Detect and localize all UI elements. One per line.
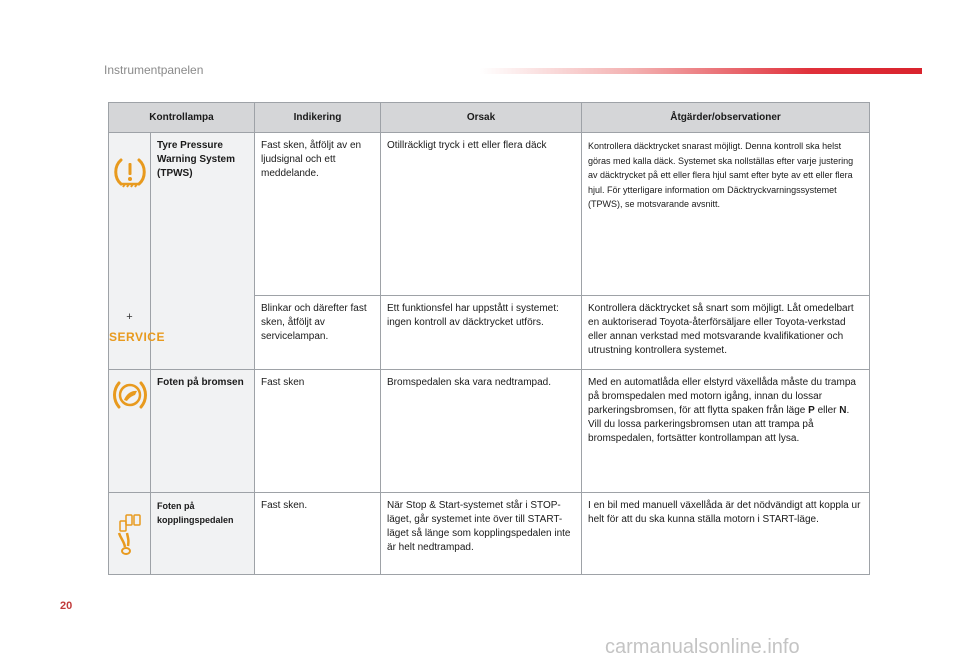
header-accent-bar	[480, 68, 922, 74]
tpws-cause-1: Otillräckligt tryck i ett eller flera däck	[381, 133, 582, 296]
gear-p-label: P	[808, 405, 815, 416]
tpws-indication-1: Fast sken, åtföljt av en ljudsignal och ett meddelande.	[255, 133, 381, 296]
tpws-action-1: Kontrollera däcktrycket snarast möjligt. Denna kontroll ska helst göras med kalla däck. Systemet ska nollställas efter varje justering av däcktrycket på ett eller flera hjul samt efter byte av ett eller flera hjul. För ytterligare information om Däcktryckvarningssystemet (TPWS), se motsvarande avsnitt.	[582, 133, 870, 296]
clutch-action: I en bil med manuell växellåda är det nödvändigt att koppla ur helt för att du ska kunna ställa motorn i START-läge.	[582, 493, 870, 575]
clutch-icon-cell	[109, 493, 151, 575]
brake-cause: Bromspedalen ska vara nedtrampad.	[381, 370, 582, 493]
warning-light-table	[108, 102, 870, 575]
foot-on-clutch-icon	[112, 513, 148, 555]
brake-action-dot: .	[846, 405, 850, 416]
brake-icon-cell	[109, 370, 151, 493]
column-header: Åtgärder/observationer	[582, 103, 870, 133]
plus-sign: +	[126, 311, 133, 323]
table-row	[109, 133, 870, 296]
brake-name: Foten på bromsen	[151, 370, 255, 493]
tpws-icon-cell	[109, 133, 165, 370]
table-header-row	[109, 103, 870, 133]
foot-on-brake-icon	[112, 380, 148, 410]
clutch-cause: När Stop & Start-systemet står i STOP-läget, går systemet inte över till START-läget så länge som kopplingspedalen inte är helt nedtrampad.	[381, 493, 582, 575]
brake-action-text-2: Vill du lossa parkeringsbromsen utan att trampa på bromspedalen, fortsätter kontrollampan att lysa.	[588, 419, 814, 444]
tpws-name: Tyre Pressure Warning System (TPWS)	[151, 133, 255, 370]
clutch-indication: Fast sken.	[255, 493, 381, 575]
clutch-name: Foten på kopplingspedalen	[151, 493, 255, 575]
table-row	[109, 370, 870, 493]
table-row	[109, 493, 870, 575]
service-warning-icon: SERVICE	[109, 330, 165, 344]
brake-indication: Fast sken	[255, 370, 381, 493]
column-header: Orsak	[381, 103, 582, 133]
tpws-action-2: Kontrollera däcktrycket så snart som möjligt. Låt omedelbart en auktoriserad Toyota-återförsäljare eller Toyota-verkstad eller annan verkstad med motsvarande kvalifikationer och utrustning kontrollera systemet.	[582, 296, 870, 370]
column-header: Indikering	[255, 103, 381, 133]
tpws-cause-2: Ett funktionsfel har uppstått i systemet: ingen kontroll av däcktrycket utförs.	[381, 296, 582, 370]
page-number: 20	[60, 600, 73, 612]
brake-action	[582, 370, 870, 493]
gear-n-label: N	[839, 405, 847, 416]
column-header: Kontrollampa	[109, 103, 255, 133]
brake-action-or: eller	[817, 405, 837, 416]
watermark: carmanualsonline.info	[605, 636, 800, 658]
section-title: Instrumentpanelen	[104, 63, 204, 77]
brake-action-text-1: Med en automatlåda eller elstyrd växellåda måste du trampa på bromspedalen med motorn igång, innan du lossar parkeringsbromsen, för att flytta spaken från läge	[588, 377, 856, 416]
tire-pressure-warning-icon	[112, 156, 148, 190]
tpws-indication-2: Blinkar och därefter fast sken, åtföljt av servicelampan.	[255, 296, 381, 370]
